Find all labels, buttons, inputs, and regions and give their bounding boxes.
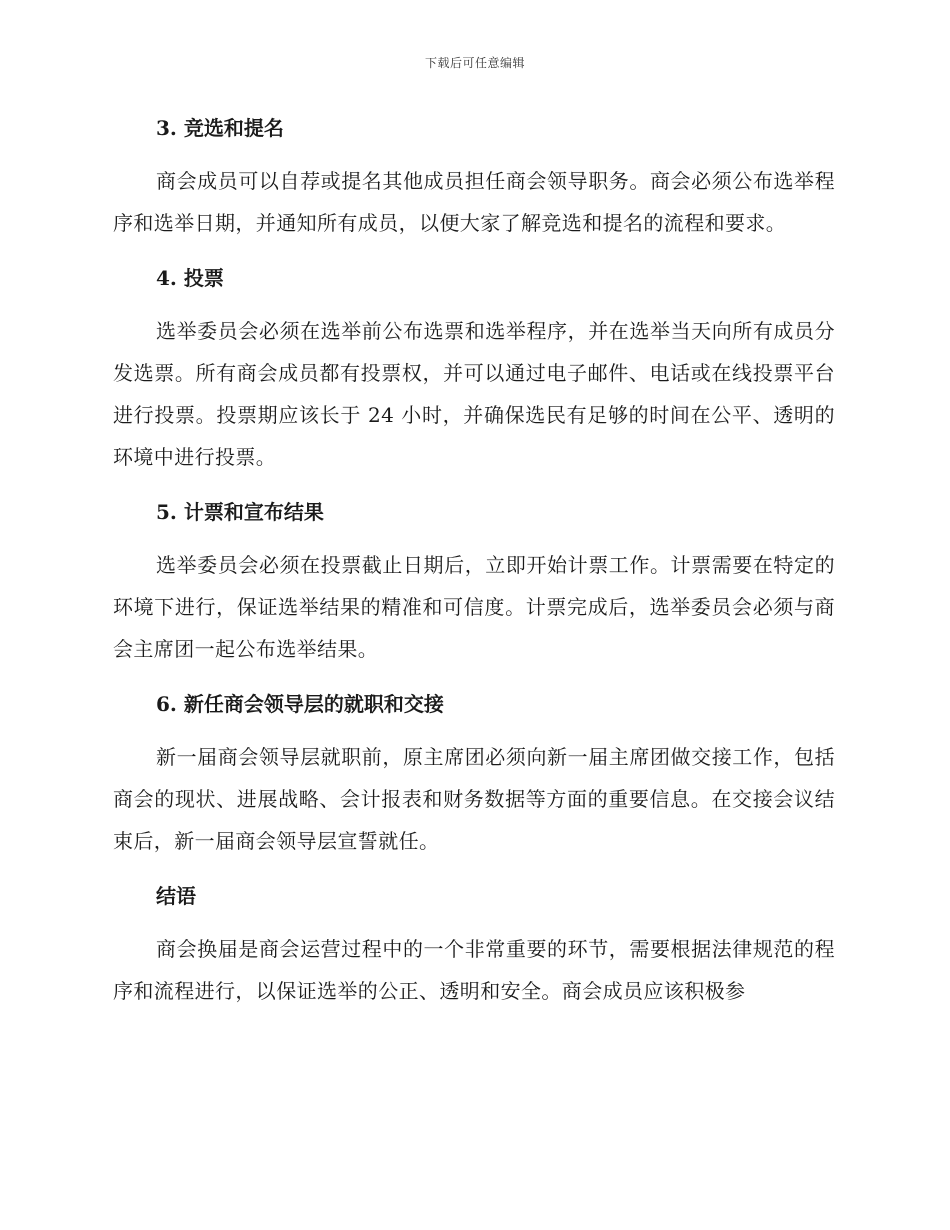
- conclusion-heading: 结语: [156, 884, 196, 908]
- section-heading: 5. 计票和宣布结果: [156, 500, 324, 524]
- section-heading: 3. 竞选和提名: [156, 116, 284, 140]
- section-paragraph: 新一届商会领导层就职前，原主席团必须向新一届主席团做交接工作，包括商会的现状、进展战略、会计报表和财务数据等方面的重要信息。在交接会议结束后，新一届商会领导层宣誓就任。: [113, 745, 835, 853]
- section-paragraph: 商会成员可以自荐或提名其他成员担任商会领导职务。商会必须公布选举程序和选举日期，并通知所有成员，以便大家了解竞选和提名的流程和要求。: [113, 169, 835, 235]
- conclusion-paragraph: 商会换届是商会运营过程中的一个非常重要的环节，需要根据法律规范的程序和流程进行，以保证选举的公正、透明和安全。商会成员应该积极参: [113, 937, 835, 1003]
- section-heading: 6. 新任商会领导层的就职和交接: [156, 692, 444, 716]
- page-header-note: 下载后可任意编辑: [424, 56, 525, 70]
- section-paragraph: 选举委员会必须在投票截止日期后，立即开始计票工作。计票需要在特定的环境下进行，保证选举结果的精准和可信度。计票完成后，选举委员会必须与商会主席团一起公布选举结果。: [113, 553, 835, 661]
- section-heading: 4. 投票: [156, 266, 224, 290]
- section-paragraph: 选举委员会必须在选举前公布选票和选举程序，并在选举当天向所有成员分发选票。所有商会成员都有投票权，并可以通过电子邮件、电话或在线投票平台进行投票。投票期应该长于 24 小时，并确保选民有足够的时间在公平、透明的环境中进行投票。: [113, 319, 835, 469]
- document-body: [113, 108, 835, 1026]
